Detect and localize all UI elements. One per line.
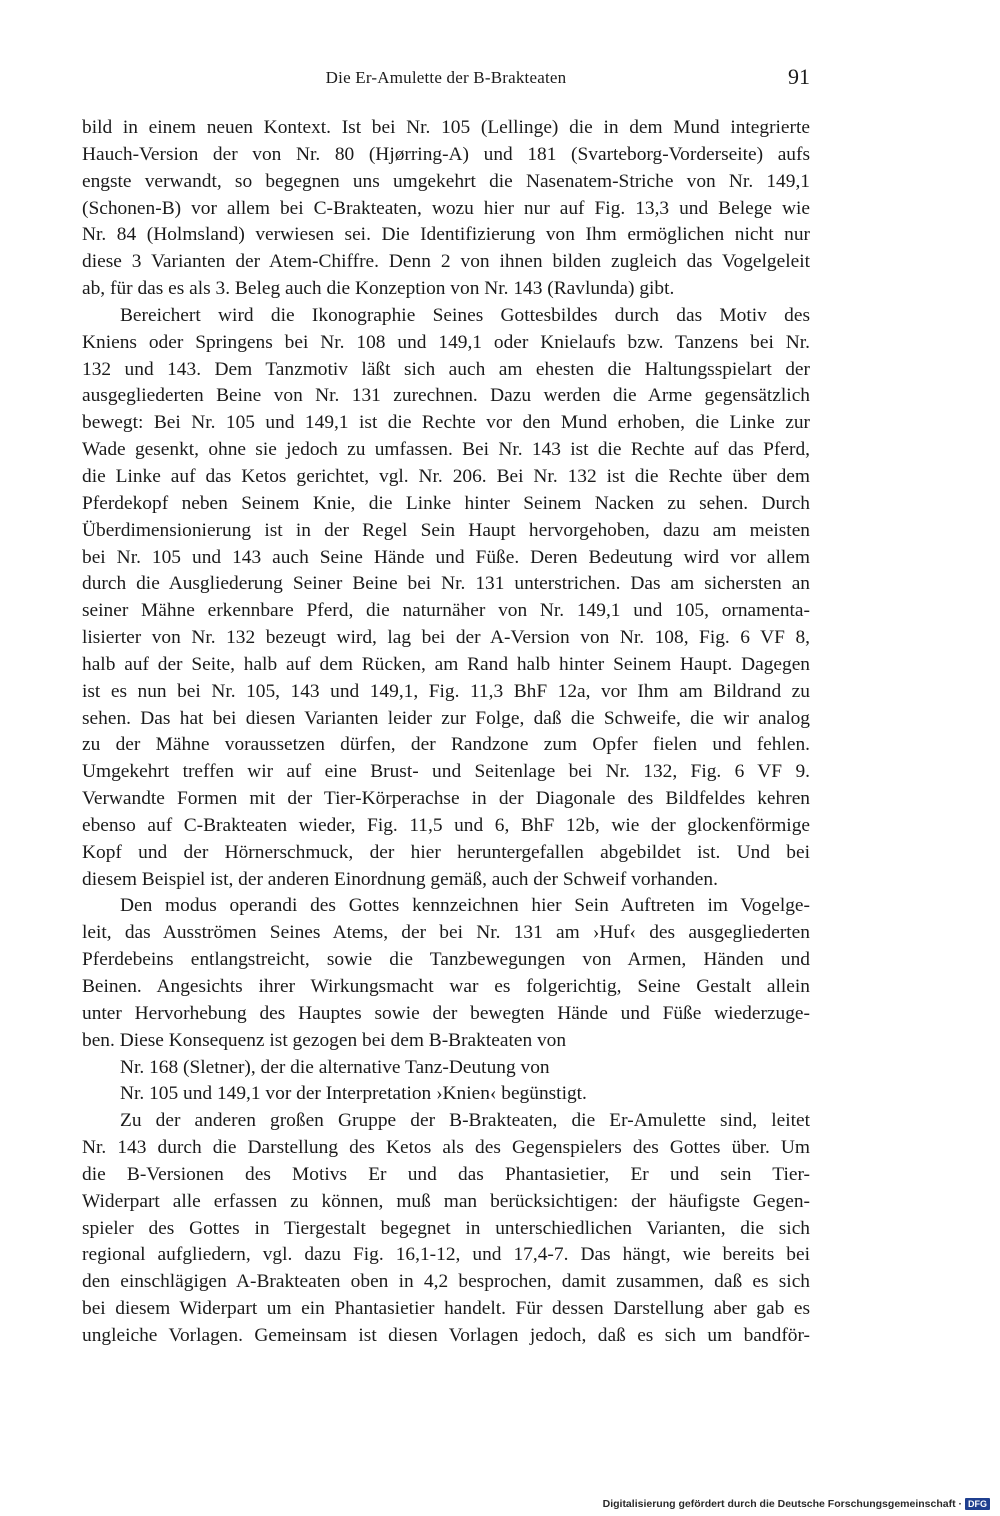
- text-line: Den modus operandi des Gottes kennzeichnen hier Sein Auftreten im Vogelge-: [120, 895, 810, 917]
- text-line: regional aufgliedern, vgl. dazu Fig. 16,1-12, und 17,4-7. Das hängt, wie bereits bei: [82, 1244, 810, 1266]
- text-line: ungleiche Vorlagen. Gemeinsam ist diesen Vorlagen jedoch, daß es sich um bandför-: [82, 1324, 810, 1346]
- text-line: (Schonen-B) vor allem bei C-Brakteaten, wozu hier nur auf Fig. 13,3 und Belege wie: [82, 197, 810, 219]
- body-text: [82, 115, 810, 1350]
- text-line: Nr. 143 durch die Darstellung des Ketos als des Gegenspielers des Gottes über. Um: [82, 1137, 810, 1159]
- text-line: Hauch-Version der von Nr. 80 (Hjørring-A) und 181 (Svarteborg-Vorderseite) aufs: [82, 143, 810, 165]
- text-line: die Linke auf das Ketos gerichtet, vgl. Nr. 206. Bei Nr. 132 ist die Rechte über dem: [82, 465, 810, 487]
- text-line: durch die Ausgliederung Seiner Beine bei Nr. 131 unterstrichen. Das am sichersten an: [82, 573, 810, 595]
- text-line: ben. Diese Konsequenz ist gezogen bei dem B-Brakteaten von: [82, 1029, 567, 1051]
- text-line: Verwandte Formen mit der Tier-Körperachse in der Diagonale des Bildfeldes kehren: [82, 788, 810, 810]
- text-line: Nr. 168 (Sletner), der die alternative Tanz-Deutung von: [120, 1056, 550, 1078]
- text-line: Kniens oder Springens bei Nr. 108 und 149,1 oder Knielaufs bzw. Tanzens bei Nr.: [82, 331, 810, 353]
- text-line: Umgekehrt treffen wir auf eine Brust- und Seitenlage bei Nr. 132, Fig. 6 VF 9.: [82, 761, 810, 783]
- dfg-logo-icon: DFG: [965, 1498, 990, 1510]
- text-line: diese 3 Varianten der Atem-Chiffre. Denn 2 von ihnen bilden zugleich das Vogelgeleit: [82, 251, 810, 273]
- text-line: 132 und 143. Dem Tanzmotiv läßt sich auch am ehesten die Haltungsspielart der: [82, 358, 810, 380]
- footer-credit-text: Digitalisierung gefördert durch die Deutsche Forschungsgemeinschaft ·: [602, 1498, 962, 1510]
- text-line: diesem Beispiel ist, der anderen Einordnung gemäß, auch der Schweif vorhanden.: [82, 868, 718, 890]
- text-line: Nr. 105 und 149,1 vor der Interpretation ›Knien‹ begünstigt.: [120, 1083, 587, 1105]
- text-line: ebenso auf C-Brakteaten wieder, Fig. 11,5 und 6, BhF 12b, wie der glockenförmige: [82, 814, 810, 836]
- digitization-footer: [602, 1497, 990, 1511]
- page-header: [82, 58, 810, 98]
- text-line: unter Hervorhebung des Hauptes sowie der bewegten Hände und Füße wiederzuge-: [82, 1002, 810, 1024]
- text-line: ist es nun bei Nr. 105, 143 und 149,1, Fig. 11,3 BhF 12a, vor Ihm am Bildrand zu: [82, 680, 810, 702]
- text-line: bei diesem Widerpart um ein Phantasietier handelt. Für dessen Darstellung aber gab es: [82, 1298, 810, 1320]
- text-line: Nr. 84 (Holmsland) verwiesen sei. Die Identifizierung von Ihm ermöglichen nicht nur: [82, 224, 810, 246]
- text-line: den einschlägigen A-Brakteaten oben in 4,2 besprochen, damit zusammen, daß es sich: [82, 1271, 810, 1293]
- text-line: die B-Versionen des Motivs Er und das Phantasietier, Er und sein Tier-: [82, 1163, 810, 1185]
- text-line: Pferdebeins entlangstreicht, sowie die Tanzbewegungen von Armen, Händen und: [82, 949, 810, 971]
- text-line: halb auf der Seite, halb auf dem Rücken, am Rand halb hinter Seinem Haupt. Dagegen: [82, 653, 810, 675]
- text-line: lisierter von Nr. 132 bezeugt wird, lag bei der A-Version von Nr. 108, Fig. 6 VF 8,: [82, 627, 810, 649]
- text-line: spieler des Gottes in Tiergestalt begegnet in unterschiedlichen Varianten, die sich: [82, 1217, 810, 1239]
- text-line: Pferdekopf neben Seinem Knie, die Linke hinter Seinem Nacken zu sehen. Durch: [82, 492, 810, 514]
- text-line: ab, für das es als 3. Beleg auch die Konzeption von Nr. 143 (Ravlunda) gibt.: [82, 278, 675, 300]
- text-line: Wade gesenkt, ohne sie jedoch zu umfassen. Bei Nr. 143 ist die Rechte auf das Pferd,: [82, 439, 810, 461]
- text-line: Widerpart alle erfassen zu können, muß man berücksichtigen: der häufigste Gegen-: [82, 1190, 810, 1212]
- text-line: leit, das Ausströmen Seines Atems, der bei Nr. 131 am ›Huf‹ des ausgegliederten: [82, 922, 810, 944]
- text-line: Zu der anderen großen Gruppe der B-Brakteaten, die Er-Amulette sind, leitet: [120, 1110, 810, 1132]
- text-line: Beinen. Angesichts ihrer Wirkungsmacht war es folgerichtig, Seine Gestalt allein: [82, 976, 810, 997]
- running-head: Die Er-Amulette der B-Brakteaten: [325, 68, 567, 87]
- text-line: engste verwandt, so begegnen uns umgekehrt die Nasenatem-Striche von Nr. 149,1: [82, 170, 810, 192]
- page-number: 91: [788, 64, 810, 89]
- text-line: seiner Mähne erkennbare Pferd, die naturnäher von Nr. 149,1 und 105, ornamenta-: [82, 600, 810, 622]
- text-line: Überdimensionierung ist in der Regel Sein Haupt hervorgehoben, dazu am meisten: [82, 519, 810, 541]
- text-line: bewegt: Bei Nr. 105 und 149,1 ist die Rechte vor den Mund erhoben, die Linke zur: [82, 412, 810, 434]
- text-line: ausgegliederten Beine von Nr. 131 zurechnen. Dazu werden die Arme gegensätzlich: [82, 385, 810, 407]
- text-line: Kopf und der Hörnerschmuck, der hier heruntergefallen abgebildet ist. Und bei: [82, 841, 810, 863]
- text-line: Bereichert wird die Ikonographie Seines Gottesbildes durch das Motiv des: [120, 304, 810, 326]
- text-line: sehen. Das hat bei diesen Varianten leider zur Folge, daß die Schweife, die wir analog: [82, 707, 810, 729]
- text-line: zu der Mähne voraussetzen dürfen, der Randzone zum Opfer fielen und fehlen.: [82, 734, 810, 756]
- text-line: bei Nr. 105 und 143 auch Seine Hände und Füße. Deren Bedeutung wird vor allem: [82, 546, 810, 568]
- text-line: bild in einem neuen Kontext. Ist bei Nr. 105 (Lellinge) die in dem Mund integrierte: [82, 117, 810, 138]
